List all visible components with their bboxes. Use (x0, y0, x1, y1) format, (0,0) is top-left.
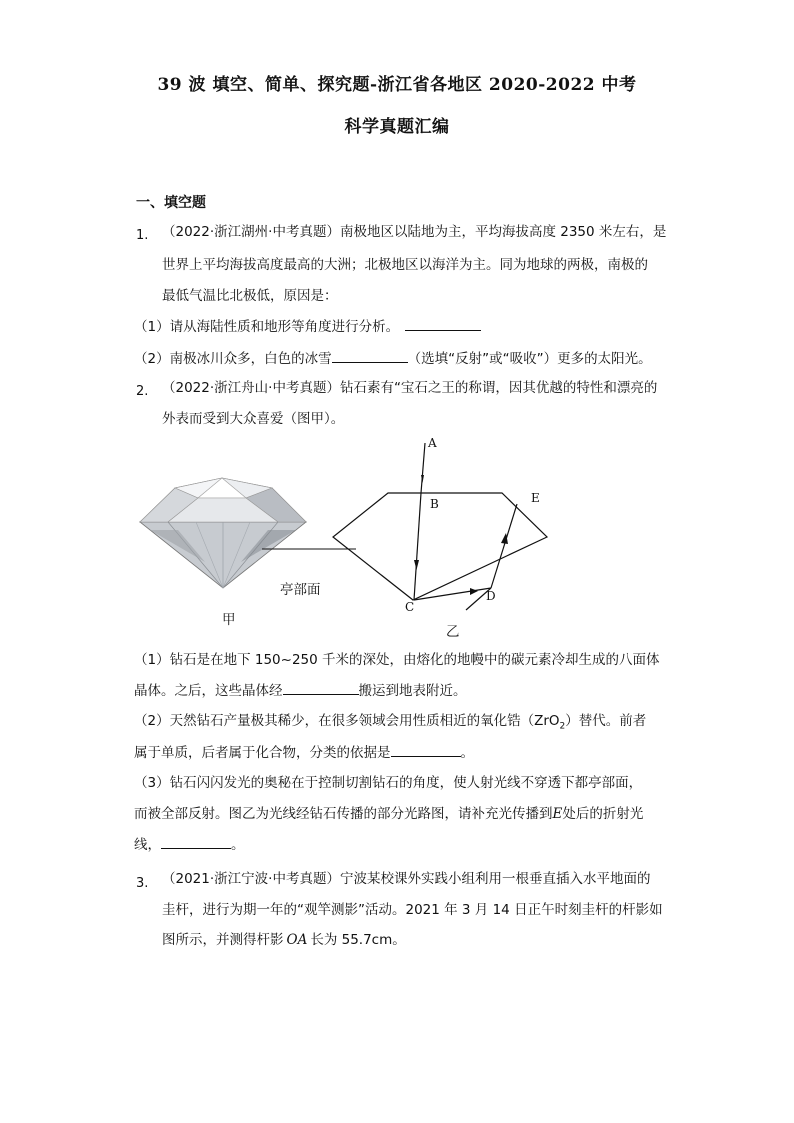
answer-blank-q2-3[interactable] (161, 834, 231, 849)
point-label-a: A (428, 436, 437, 450)
document-title-line2: 科学真题汇编 (344, 117, 450, 137)
question-1-number: 1. (136, 228, 149, 243)
question-2-sub3-end: 。 (231, 837, 245, 853)
question-2-line2: 外表而受到大众喜爱（图甲）。 (162, 411, 345, 427)
question-2-sub1-text-c: 搬运到地表附近。 (358, 683, 467, 699)
question-3-text-b: 长为 55.7cm。 (310, 932, 406, 948)
diamond-image (140, 478, 306, 588)
question-2-sub3-point-e: E (552, 806, 563, 822)
question-1-sub2-text-a: （2）南极冰川众多，白色的冰雪 (134, 351, 332, 367)
question-2-sub2-text-d: 。 (460, 745, 474, 761)
question-3-line3 (162, 930, 406, 950)
question-3-line2: 圭杆，进行为期一年的“观竿测影”活动。2021 年 3 月 14 日正午时刻圭杆的杆影如 (162, 902, 663, 918)
answer-blank-q2-2[interactable] (391, 742, 461, 757)
question-2-sub3-text-b: 而被全部反射。图乙为光线经钻石传播的部分光路图，请补充光传播到 (134, 806, 553, 822)
question-2-sub2-text-b: ）替代。前者 (565, 713, 647, 729)
question-2-sub3-line1: （3）钻石闪闪发光的奥秘在于控制切割钻石的角度，使人射光线不穿透下都亭部面， (134, 775, 643, 791)
question-1-sub1-text: （1）请从海陆性质和地形等角度进行分析。 (134, 319, 400, 335)
question-2-sub2-line2 (134, 742, 474, 763)
question-1-line3: 最低气温比北极低，原因是： (162, 288, 338, 304)
question-2-sub1-text-b: 晶体。之后，这些晶体经 (134, 683, 283, 699)
point-label-b: B (430, 497, 439, 511)
question-2-sub3-line2 (134, 804, 643, 824)
question-2-number: 2. (136, 384, 149, 399)
question-2-sub1-line2 (134, 680, 467, 701)
question-3-line1: （2021·浙江宁波·中考真题）宁波某校课外实践小组利用一根垂直插入水平地面的 (162, 871, 651, 887)
question-1-line2: 世界上平均海拔高度最高的大洲；北极地区以海洋为主。同为地球的两极，南极的 (162, 257, 648, 273)
question-3-number: 3. (136, 876, 149, 891)
question-2-sub3-text-d: 线， (134, 837, 161, 853)
answer-blank-q2-1[interactable] (283, 680, 359, 695)
question-1-sub2-text-b: （选填“反射”或“吸收”）更多的太阳光。 (407, 351, 652, 367)
question-3-oa: OA (286, 932, 308, 948)
question-1-line1: （2022·浙江湖州·中考真题）南极地区以陆地为主，平均海拔高度 2350 米左右，是 (162, 224, 667, 240)
question-3-text-a: 图所示，并测得杆影 (162, 932, 284, 948)
document-title-line1: 39 波 填空、简单、探究题-浙江省各地区 2020-2022 中考 (157, 75, 637, 95)
question-2-line1: （2022·浙江舟山·中考真题）钻石素有“宝石之王的称谓，因其优越的特性和漂亮的 (162, 380, 658, 396)
question-2-sub3-text-c: 处后的折射光 (562, 806, 644, 822)
question-2-sub2-text-c: 属于单质，后者属于化合物，分类的依据是 (134, 745, 391, 761)
question-2-sub2-text-a: （2）天然钻石产量极其稀少，在很多领域会用性质相近的氧化锆（ZrO (134, 713, 560, 729)
question-2-sub2-line1 (134, 711, 646, 737)
pavilion-face-label: 亭部面 (280, 582, 321, 598)
point-label-d: D (486, 589, 496, 603)
figure-label-yi: 乙 (446, 624, 460, 640)
question-2-sub3-line3 (134, 834, 245, 855)
figure-label-jia: 甲 (222, 612, 236, 628)
question-2-sub2-subscript: 2 (559, 721, 566, 732)
point-label-e: E (531, 491, 540, 505)
question-2-sub1-line1: （1）钻石是在地下 150~250 千米的深处，由熔化的地幔中的碳元素冷却生成的八面体 (134, 652, 660, 668)
section-heading-fill-blank: 一、填空题 (136, 195, 206, 211)
point-label-c: C (405, 600, 415, 614)
